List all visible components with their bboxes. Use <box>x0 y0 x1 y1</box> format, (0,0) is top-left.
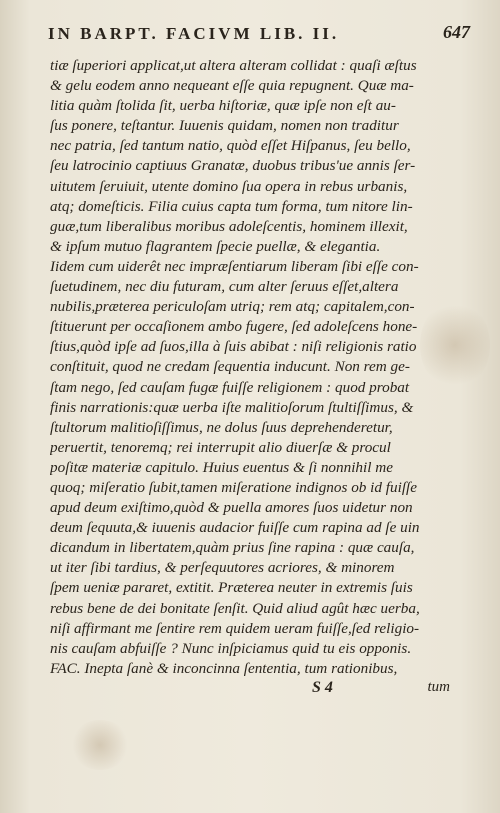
text-line: quoq; miſeratio ſubit,tamen miſeratione indignos ob id fuiſſe <box>50 478 418 496</box>
text-line: tiæ ſuperiori applicat,ut altera alteram collidat : quaſi æſtus <box>50 57 417 74</box>
text-line: ſuetudinem, nec diu futuram, cum alter ſeruus eſſet,altera <box>50 278 399 296</box>
text-line: apud deum exiſtimo,quòd & puella amores ſuos uidetur non <box>50 499 413 517</box>
catchword: tum <box>427 679 450 695</box>
page-number: 647 <box>443 22 470 42</box>
body-text <box>50 56 450 679</box>
text-line: & gelu eodem anno nequeant eſſe quia repugnent. Quæ ma- <box>50 77 414 95</box>
text-line: litia quàm ſtolida ſit, uerba hiſtoriæ, quæ ipſe non eſt au- <box>50 97 396 115</box>
text-line: peruertit, tenoremq; rei interrupit alio diuerſæ & procul <box>50 438 391 456</box>
text-line: nubilis,præterea periculoſam utriq; rem atq; capitalem,con- <box>50 298 415 316</box>
text-line: ſtultorum malitioſiſſimus, ne dolus ſuus deprehenderetur, <box>50 418 393 436</box>
text-line: ſtam nego, ſed cauſam fugæ fuiſſe religionem : quod probat <box>50 378 410 396</box>
text-line: ſeu latrocinio captiuus Granatæ, duobus tribus'ue annis ſer- <box>50 157 416 175</box>
text-line: ſtituerunt per occaſionem ambo fugere, ſed adoleſcens hone- <box>50 318 418 336</box>
text-line: atq; domeſticis. Filia cuius capta tum forma, tum nitore lin- <box>50 197 413 215</box>
page-header <box>48 24 468 46</box>
text-line: conſtituit, quod ne credam ſequentia inducunt. Non rem ge- <box>50 358 410 376</box>
text-line: finis narrationis:quæ uerba iſte malitioſorum ſtultiſſimus, & <box>50 398 414 416</box>
text-line: ſpem ueniæ pararet, extitit. Præterea neuter in extremis ſuis <box>50 579 413 597</box>
text-line: dicandum in libertatem,quàm prius ſine rapina : quæ cauſa, <box>50 539 415 557</box>
page-footer <box>290 679 450 699</box>
text-line: rebus bene de dei bonitate ſenſit. Quid aliud agût hæc uerba, <box>50 599 420 617</box>
text-line: & ipſum mutuo flagrantem ſpecie puellæ, & elegantia. <box>50 237 381 255</box>
paper-stain <box>70 720 130 770</box>
running-head: IN BARPT. FACIVM LIB. II. <box>48 24 340 43</box>
text-line: FAC. Inepta ſanè & inconcinna ſententia, tum rationibus, <box>50 659 398 677</box>
signature-mark: S 4 <box>312 679 333 696</box>
text-line: poſitæ materiæ capitulo. Huius euentus & ſi nonnihil me <box>50 458 393 476</box>
text-line: nec patria, ſed tantum natio, quòd eſſet Hiſpanus, ſeu bello, <box>50 137 411 155</box>
text-line: nis cauſam abfuiſſe ? Nunc inſpiciamus quid tu eis opponis. <box>50 639 412 657</box>
text-line: ſus ponere, teſtantur. Iuuenis quidam, nomen non traditur <box>50 117 399 135</box>
text-line: ut iter ſibi tardius, & perſequutores acriores, & minorem <box>50 559 395 577</box>
text-line: guæ,tum liberalibus moribus adoleſcentis, hominem illexit, <box>50 217 408 235</box>
text-line: ſtius,quòd ipſe ad ſuos,illa à ſuis abibat : niſi religionis ratio <box>50 338 417 356</box>
text-line: uitutem ſeruiuit, utente domino ſua opera in rebus urbanis, <box>50 177 408 195</box>
text-line: deum ſequuta,& iuuenis audacior fuiſſe cum rapina ad ſe uin <box>50 519 420 537</box>
text-line: niſi affirmant me ſentire rem quidem ueram fuiſſe,ſed religio- <box>50 619 420 637</box>
text-line: Iidem cum uiderêt nec impræſentiarum liberam ſibi eſſe con- <box>50 257 419 275</box>
